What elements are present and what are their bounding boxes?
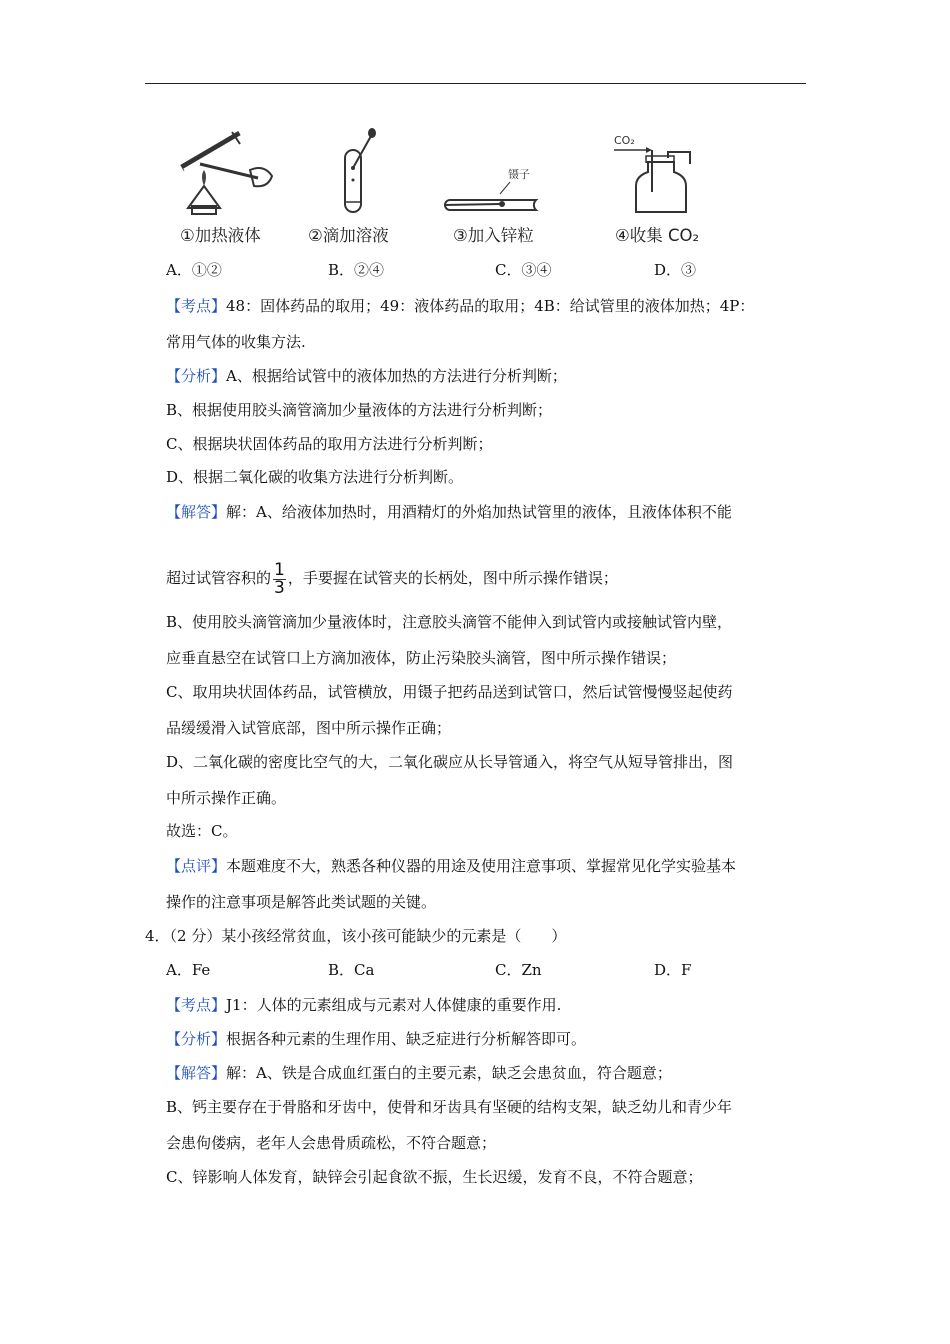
kaodian-tag: 【考点】	[166, 297, 227, 315]
fenxi-tag: 【分析】	[166, 367, 227, 385]
q4-kaodian: 【考点】J1：人体的元素组成与元素对人体健康的重要作用.	[166, 996, 562, 1014]
dropper-icon	[335, 128, 385, 220]
figure-caption-4: ④收集 CO₂	[615, 226, 700, 245]
q3-option-a: A．①②	[166, 261, 222, 279]
q3-kaodian-line-1: 【考点】48：固体药品的取用；49：液体药品的取用；4B：给试管里的液体加热；4P：	[166, 297, 755, 315]
one-third-fraction: $\frac{1}{3}$	[274, 559, 285, 598]
q3-jieda-line-4: 应垂直悬空在试管口上方滴加液体，防止污染胶头滴管，图中所示操作错误；	[166, 649, 677, 667]
q3-jieda-line-5: C、取用块状固体药品，试管横放，用镊子把药品送到试管口，然后试管慢慢竖起使药	[166, 683, 733, 701]
q4-jieda-line-4: C、锌影响人体发育，缺锌会引起食欲不振，生长迟缓，发育不良，不符合题意；	[166, 1168, 703, 1186]
q4-option-b: B．Ca	[328, 961, 375, 979]
dianping-tag: 【点评】	[166, 857, 227, 875]
figure-caption-2: ②滴加溶液	[308, 226, 389, 245]
q4-stem: 4．（2 分）某小孩经常贫血，该小孩可能缺少的元素是（ ）	[145, 927, 567, 945]
q3-fenxi-line-4: D、根据二氧化碳的收集方法进行分析判断。	[166, 468, 464, 486]
q3-jieda-line-3: B、使用胶头滴管滴加少量液体时，注意胶头滴管不能伸入到试管内或接触试管内壁，	[166, 613, 733, 631]
q3-option-c: C．③④	[495, 261, 552, 279]
q3-fenxi-line-1: 【分析】A、根据给试管中的液体加热的方法进行分析判断；	[166, 367, 567, 385]
dropper-figure	[335, 128, 385, 220]
q3-dianping-line-1: 【点评】本题难度不大，熟悉各种仪器的用途及使用注意事项、掌握常见化学实验基本	[166, 857, 737, 875]
q3-jieda-line-8: 中所示操作正确。	[166, 789, 287, 807]
q3-kaodian-line-2: 常用气体的收集方法.	[166, 333, 306, 351]
apparatus-figures	[160, 128, 760, 248]
tweezers-icon	[440, 128, 550, 220]
q4-jieda-line-2: B、钙主要存在于骨胳和牙齿中，使骨和牙齿具有坚硬的结构支架，缺乏幼儿和青少年	[166, 1098, 733, 1116]
heating-liquid-figure	[170, 128, 280, 220]
q4-jieda-line-1: 【解答】解：A、铁是合成血红蛋白的主要元素，缺乏会患贫血，符合题意；	[166, 1064, 672, 1082]
co2-label: CO₂	[614, 134, 635, 147]
q3-dianping-line-2: 操作的注意事项是解答此类试题的关键。	[166, 893, 437, 911]
figure-caption-3: ③加入锌粒	[453, 226, 534, 245]
tweezers-figure	[440, 128, 550, 220]
heating-liquid-icon	[170, 128, 280, 220]
q3-fenxi-line-3: C、根据块状固体药品的取用方法进行分析判断；	[166, 435, 493, 453]
q4-fenxi: 【分析】根据各种元素的生理作用、缺乏症进行分析解答即可。	[166, 1030, 587, 1048]
q4-option-a: A．Fe	[166, 961, 211, 979]
q4-option-d: D．F	[654, 961, 692, 979]
q4-jieda-line-3: 会患佝偻病，老年人会患骨质疏松，不符合题意；	[166, 1134, 497, 1152]
q3-option-d: D．③	[654, 261, 697, 279]
gas-bottle-figure	[612, 128, 702, 220]
q3-jieda-line-6: 品缓缓滑入试管底部，图中所示操作正确；	[166, 719, 452, 737]
q3-jieda-line-2: 超过试管容积的 $\frac{1}{3}$ ，手要握在试管夹的长柄处，图中所示操作错误；	[166, 559, 618, 598]
q3-jieda-line-1: 【解答】解：A、给液体加热时，用酒精灯的外焰加热试管里的液体，且液体体积不能	[166, 503, 732, 521]
q3-jieda-line-9: 故选：C。	[166, 822, 238, 840]
q3-option-b: B．②④	[328, 261, 385, 279]
q3-fenxi-line-2: B、根据使用胶头滴管滴加少量液体的方法进行分析判断；	[166, 401, 553, 419]
tweezers-label: 镊子	[508, 168, 530, 181]
figure-caption-1: ①加热液体	[180, 226, 261, 245]
jieda-tag: 【解答】	[166, 503, 227, 521]
header-rule	[145, 83, 806, 84]
gas-bottle-icon	[612, 128, 702, 220]
q3-jieda-line-7: D、二氧化碳的密度比空气的大，二氧化碳应从长导管通入，将空气从短导管排出，图	[166, 753, 734, 771]
q4-option-c: C．Zn	[495, 961, 542, 979]
